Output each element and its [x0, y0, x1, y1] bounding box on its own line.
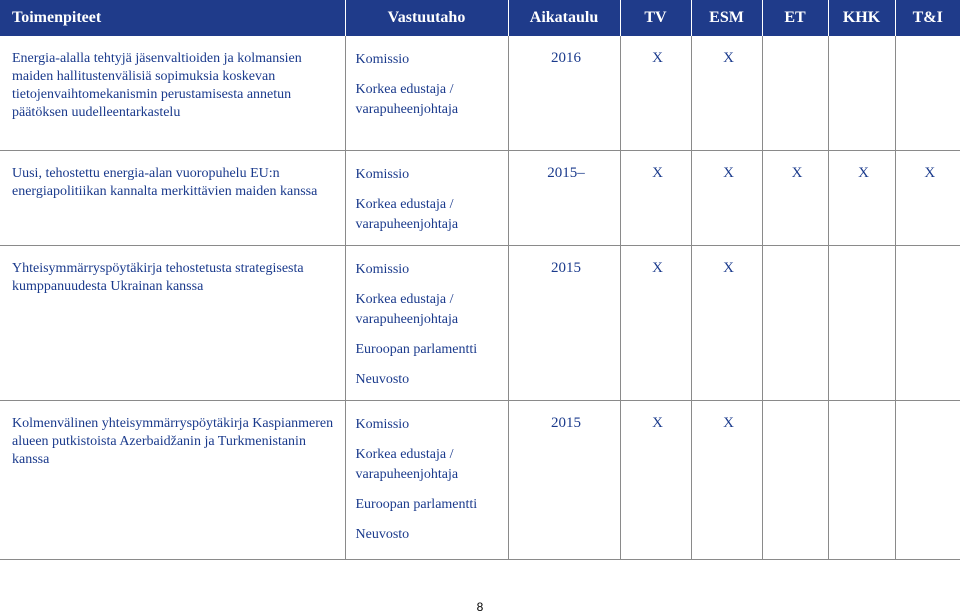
ti-mark: [895, 245, 960, 400]
et-mark: [762, 400, 828, 559]
table-row: [0, 36, 960, 150]
header-responsible: Vastuutaho: [345, 0, 508, 36]
responsible-item: Komissio: [355, 52, 410, 67]
responsible-item: Komissio: [355, 166, 410, 182]
responsible-item: Komissio: [355, 261, 410, 277]
responsible-item: Euroopan parlamentti: [355, 341, 478, 357]
responsible-cell: [345, 36, 508, 150]
responsible-item: Korkea edustaja / varapuheenjohtaja: [355, 196, 459, 232]
table-row: [0, 150, 960, 245]
table-header-row: [0, 0, 960, 36]
khk-mark: [828, 245, 895, 400]
schedule-cell: 2015: [508, 400, 620, 559]
et-mark: [762, 245, 828, 400]
et-mark: X: [762, 150, 828, 245]
khk-mark: X: [828, 150, 895, 245]
et-mark: [762, 36, 828, 150]
responsible-item: Neuvosto: [355, 371, 410, 387]
action-cell: Uusi, tehostettu energia-alan vuoropuhelu EU:n energiapolitiikan kannalta merkittävien maiden kanssa: [0, 150, 345, 245]
ti-mark: [895, 400, 960, 559]
esm-mark: X: [691, 36, 762, 150]
header-actions: Toimenpiteet: [0, 0, 345, 36]
responsible-item: Neuvosto: [355, 526, 410, 542]
responsible-cell: [345, 150, 508, 245]
schedule-cell: 2015: [508, 245, 620, 400]
schedule-cell: 2016: [508, 36, 620, 150]
table-row: [0, 400, 960, 559]
tv-mark: X: [620, 245, 691, 400]
responsible-item: Komissio: [355, 416, 410, 432]
esm-mark: X: [691, 150, 762, 245]
header-khk: KHK: [828, 0, 895, 36]
schedule-cell: 2015–: [508, 150, 620, 245]
esm-mark: X: [691, 245, 762, 400]
ti-mark: [895, 36, 960, 150]
esm-mark: X: [691, 400, 762, 559]
responsible-item: Korkea edustaja / varapuheenjohtaja: [355, 291, 459, 327]
responsible-cell: [345, 245, 508, 400]
header-schedule: Aikataulu: [508, 0, 620, 36]
responsible-item: Korkea edustaja / varapuheenjohtaja: [355, 82, 459, 117]
action-cell: Energia-alalla tehtyjä jäsenvaltioiden ja kolmansien maiden hallitustenvälisiä sopimuksia koskevan tietojenvaihtomekanismin perustamisesta annetun päätöksen uudelleentarkastelu: [0, 36, 345, 150]
khk-mark: [828, 36, 895, 150]
action-cell: Kolmenvälinen yhteisymmärryspöytäkirja Kaspianmeren alueen putkistoista Azerbaidžanin ja Turkmenistanin kanssa: [0, 400, 345, 559]
ti-mark: X: [895, 150, 960, 245]
responsible-item: Euroopan parlamentti: [355, 496, 478, 512]
header-esm: ESM: [691, 0, 762, 36]
tv-mark: X: [620, 400, 691, 559]
action-cell: Yhteisymmärryspöytäkirja tehostetusta strategisesta kumppanuudesta Ukrainan kanssa: [0, 245, 345, 400]
header-et: ET: [762, 0, 828, 36]
responsible-item: Korkea edustaja / varapuheenjohtaja: [355, 446, 459, 482]
header-ti: T&I: [912, 9, 943, 26]
responsible-cell: [345, 400, 508, 559]
header-tv: TV: [620, 0, 691, 36]
table-row: [0, 245, 960, 400]
tv-mark: X: [620, 36, 691, 150]
tv-mark: X: [620, 150, 691, 245]
page-number: 8: [476, 600, 484, 614]
khk-mark: [828, 400, 895, 559]
